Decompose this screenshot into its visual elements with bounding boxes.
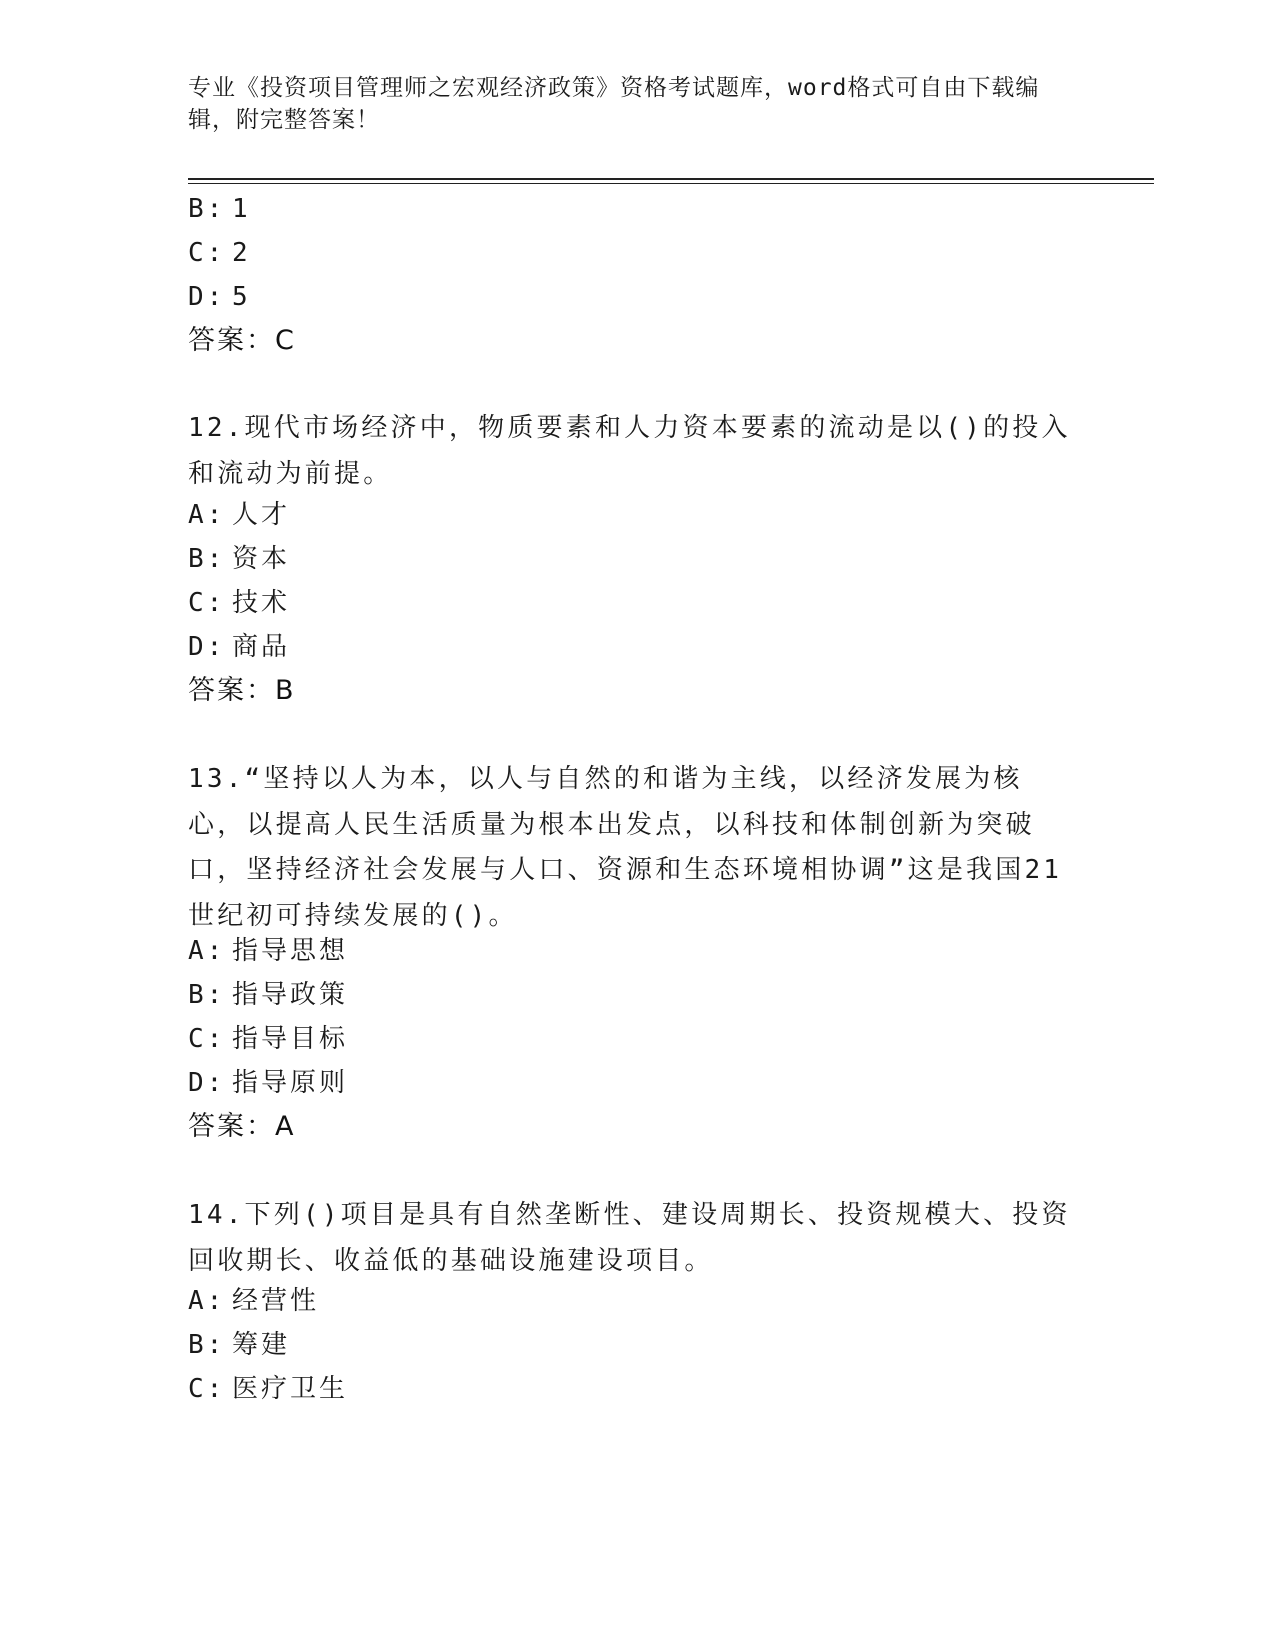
option-text: 人才 (232, 500, 291, 530)
option-text: 指导政策 (232, 980, 349, 1010)
option-letter: B: (188, 980, 226, 1010)
option-text: 指导原则 (232, 1068, 349, 1098)
option-a (188, 498, 290, 532)
option-letter: D: (188, 282, 226, 312)
option-text: 指导目标 (232, 1024, 349, 1054)
option-c (188, 586, 290, 620)
option-c (188, 1022, 348, 1056)
option-letter: B: (188, 544, 226, 574)
document-header: 专业《投资项目管理师之宏观经济政策》资格考试题库，word格式可自由下载编辑，附完整答案！ (188, 75, 1040, 133)
option-c (188, 1372, 348, 1406)
option-text: 指导思想 (232, 936, 349, 966)
option-c (188, 236, 251, 270)
option-d (188, 630, 290, 664)
answer-line: 答案：C (188, 325, 296, 356)
header-rule-thin (188, 183, 1154, 184)
option-letter: C: (188, 238, 226, 268)
question-14-text: 14.下列()项目是具有自然垄断性、建设周期长、投资规模大、投资回收期长、收益低的基础设施建设项目。 (188, 1200, 1071, 1276)
option-d (188, 1066, 348, 1100)
option-text: 2 (232, 238, 251, 268)
option-b (188, 1328, 290, 1362)
option-text: 筹建 (232, 1330, 291, 1360)
option-letter: A: (188, 936, 226, 966)
option-letter: A: (188, 1286, 226, 1316)
option-letter: A: (188, 500, 226, 530)
option-b (188, 978, 348, 1012)
option-b (188, 542, 290, 576)
option-letter: C: (188, 1024, 226, 1054)
option-text: 商品 (232, 632, 291, 662)
option-text: 5 (232, 282, 251, 312)
answer-line: 答案：A (188, 1111, 296, 1142)
option-b (188, 192, 251, 226)
option-a (188, 1284, 319, 1318)
option-letter: C: (188, 1374, 226, 1404)
option-letter: D: (188, 632, 226, 662)
option-d (188, 280, 251, 314)
option-text: 医疗卫生 (232, 1374, 349, 1404)
option-letter: D: (188, 1068, 226, 1098)
option-letter: B: (188, 194, 226, 224)
header-rule-thick (188, 178, 1154, 180)
question-13-text: 13.“坚持以人为本，以人与自然的和谐为主线，以经济发展为核心，以提高人民生活质量为根本出发点，以科技和体制创新为突破口，坚持经济社会发展与人口、资源和生态环境相协调”这是我国21世纪初可持续发展的()。 (188, 764, 1063, 931)
option-letter: B: (188, 1330, 226, 1360)
option-text: 技术 (232, 588, 291, 618)
answer-line: 答案：B (188, 675, 296, 706)
question-12-text: 12.现代市场经济中，物质要素和人力资本要素的流动是以()的投入和流动为前提。 (188, 413, 1071, 489)
option-text: 1 (232, 194, 251, 224)
option-a (188, 934, 348, 968)
option-letter: C: (188, 588, 226, 618)
option-text: 经营性 (232, 1286, 320, 1316)
option-text: 资本 (232, 544, 291, 574)
